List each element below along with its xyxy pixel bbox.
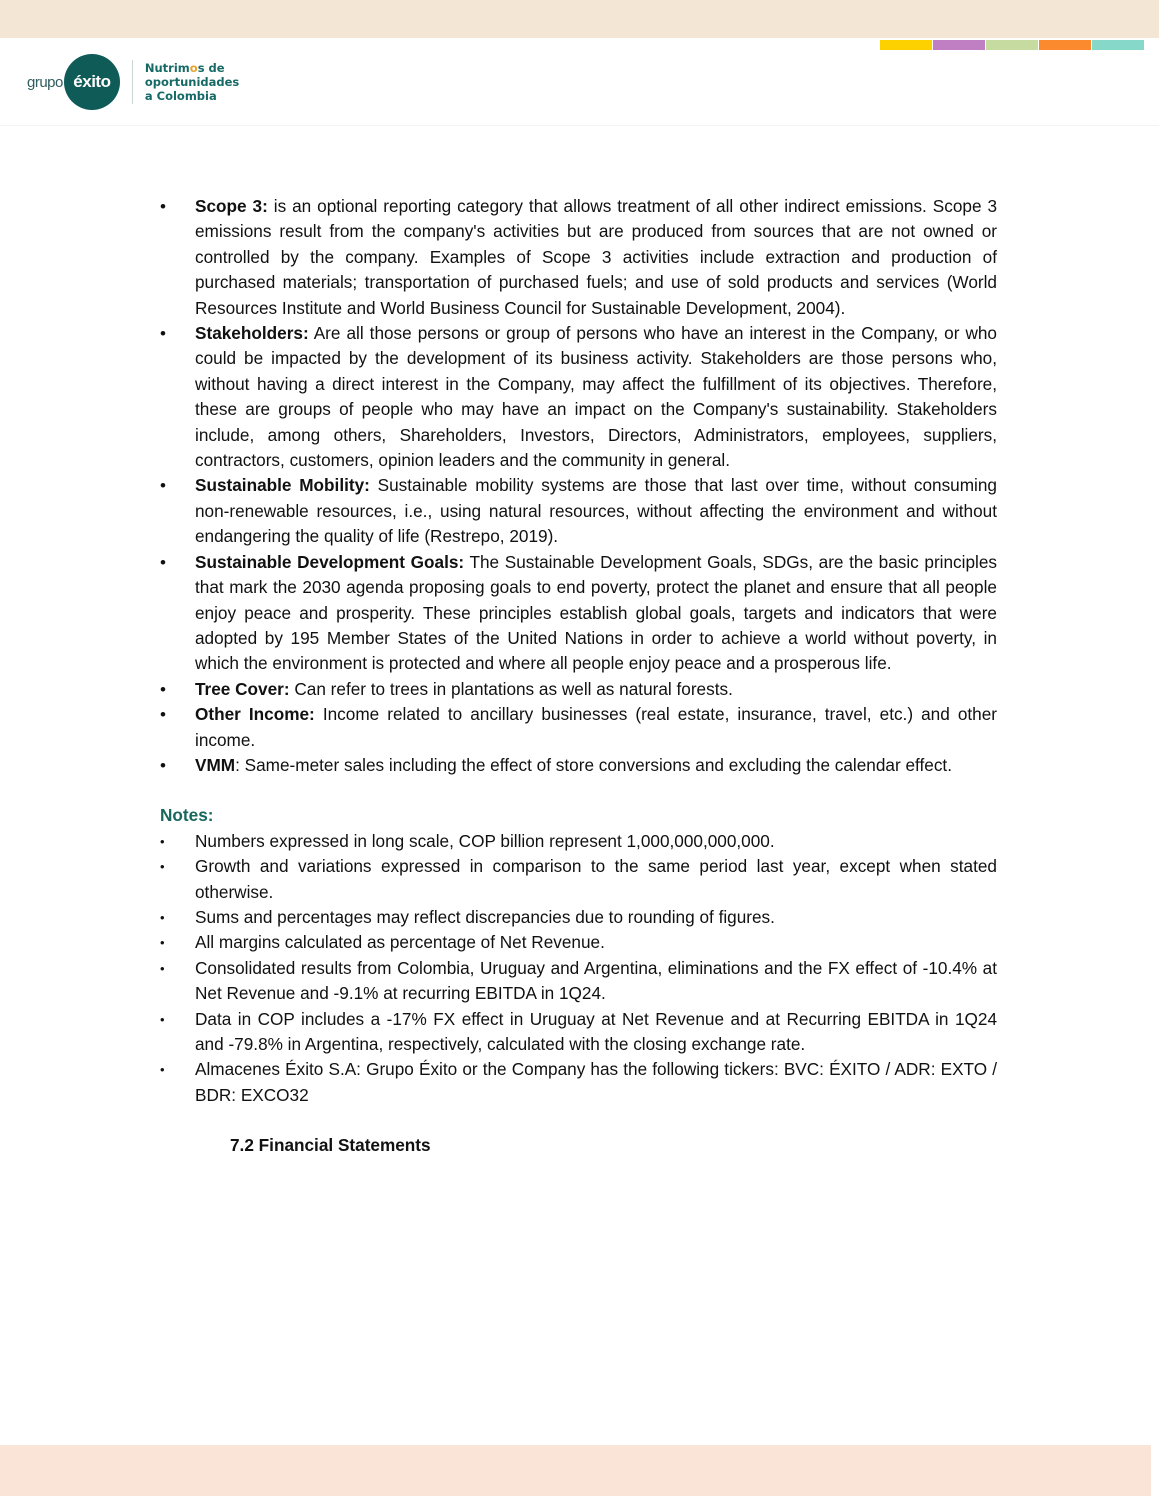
tagline-accent-letter: o (189, 61, 198, 75)
note-text: Sums and percentages may reflect discrepancies due to rounding of figures. (195, 906, 775, 927)
definition-text: Income related to ancillary businesses (real estate, insurance, travel, etc.) and other income. (195, 704, 998, 750)
definition-term: Scope 3: (195, 196, 268, 216)
note-item (160, 956, 997, 1007)
bullet-icon: • (160, 755, 166, 775)
definition-text: is an optional reporting category that allows treatment of all other indirect emissions. Scope 3 emissions result from the company's activities but are produced from sources that are not owned or controlled by the company. Examples of Scope 3 activities include extraction and production of purchased materials; transportation of purchased fuels; and use of sold products and services (World Resources Institute and World Business Council for Sustainable Development, 2004). (195, 196, 998, 318)
definition-term: Other Income: (195, 704, 315, 725)
notes-title: Notes: (160, 805, 214, 826)
note-item (160, 854, 997, 905)
definition-text: The Sustainable Development Goals, SDGs, are the basic principles that mark the 2030 agenda proposing goals to end poverty, protect the planet and ensure that all people enjoy peace and prosperity. These principles establish global goals, targets and indicators that were adopted by 195 Member States of the United Nations in order to achieve a world without poverty, in which the environment is protected and where all people enjoy peace and a prosperous life. (195, 551, 998, 674)
tagline-line-1: Nutrimos de (144, 61, 225, 75)
logo-name: éxito (73, 72, 111, 91)
bullet-icon: • (160, 1011, 165, 1027)
definition-item (160, 550, 997, 677)
definition-term: Stakeholders: (195, 323, 309, 344)
note-text: Growth and variations expressed in comparison to the same period last year, except when stated otherwise. (195, 856, 997, 902)
logo-divider (132, 60, 133, 104)
definition-text: Sustainable mobility systems are those that last over time, without consuming non-renewable resources, i.e., using natural resources, without affecting the environment and without endangering the quality of life (Restrepo, 2019). (195, 475, 997, 547)
bullet-icon: • (160, 197, 166, 216)
tagline (145, 61, 239, 103)
definition-item (160, 702, 997, 753)
definition-item (160, 677, 997, 702)
bullet-icon: • (160, 1062, 165, 1078)
definition-text: : Same-meter sales including the effect of store conversions and excluding the calendar effect. (235, 754, 952, 775)
bullet-icon: • (160, 935, 165, 951)
definition-term: Sustainable Mobility: (195, 475, 370, 496)
note-text: Data in COP includes a -17% FX effect in Uruguay at Net Revenue and at Recurring EBITDA in 1Q24 and -79.8% in Argentina, respectively, calculated with the closing exchange rate. (195, 1008, 997, 1054)
notes-list (160, 829, 997, 1108)
definition-term: Sustainable Development Goals: (195, 551, 465, 572)
bullet-icon: • (160, 476, 166, 496)
note-text: Consolidated results from Colombia, Uruguay and Argentina, eliminations and the FX effect of -10.4% at Net Revenue and -9.1% at recurring EBITDA in 1Q24. (195, 957, 997, 1004)
definition-item (160, 321, 997, 473)
note-text: All margins calculated as percentage of Net Revenue. (195, 932, 605, 953)
logo-badge (64, 54, 120, 110)
bullet-icon: • (160, 833, 165, 849)
bullet-icon: • (160, 324, 166, 344)
note-item (160, 829, 997, 854)
note-text: Numbers expressed in long scale, COP billion represent 1,000,000,000,000. (195, 830, 775, 851)
definition-item (160, 194, 997, 321)
definitions-list (160, 194, 997, 778)
definition-term: VMM (195, 754, 236, 775)
top-band (0, 0, 1159, 38)
grupo-exito-logo (27, 54, 239, 110)
definition-item (160, 753, 997, 778)
page-header (0, 38, 1159, 126)
bullet-icon: • (160, 705, 166, 725)
definition-text: Can refer to trees in plantations as well as natural forests. (289, 678, 733, 699)
note-text: Almacenes Éxito S.A: Grupo Éxito or the Company has the following tickers: BVC: ÉXITO / ADR: EXTO / BDR: EXCO32 (195, 1059, 997, 1105)
note-item (160, 1057, 997, 1108)
bullet-icon: • (160, 909, 165, 925)
bullet-icon: • (160, 960, 165, 976)
bottom-band (0, 1445, 1151, 1496)
logo-prefix: grupo (27, 73, 63, 91)
note-item (160, 1007, 997, 1058)
definition-text: Are all those persons or group of persons who have an interest in the Company, or who could be impacted by the development of its business activity. Stakeholders are those persons who, without having a direct interest in the Company, may affect the fulfillment of its objectives. Therefore, these are groups of people who may have an impact on the Company's sustainability. Stakeholders include, among others, Shareholders, Investors, Directors, Administrators, employees, suppliers, contractors, customers, opinion leaders and the community in general. (195, 323, 997, 471)
bullet-icon: • (160, 679, 166, 699)
note-item (160, 930, 997, 955)
bullet-icon: • (160, 552, 166, 572)
definition-item (160, 473, 997, 549)
bullet-icon: • (160, 859, 165, 875)
tagline-line-2: oportunidades (144, 75, 240, 89)
document-body (160, 194, 997, 1159)
tagline-line-3: a Colombia (144, 89, 217, 103)
definition-term: Tree Cover: (195, 678, 290, 699)
section-heading: 7.2 Financial Statements (230, 1135, 431, 1156)
note-item (160, 905, 997, 930)
